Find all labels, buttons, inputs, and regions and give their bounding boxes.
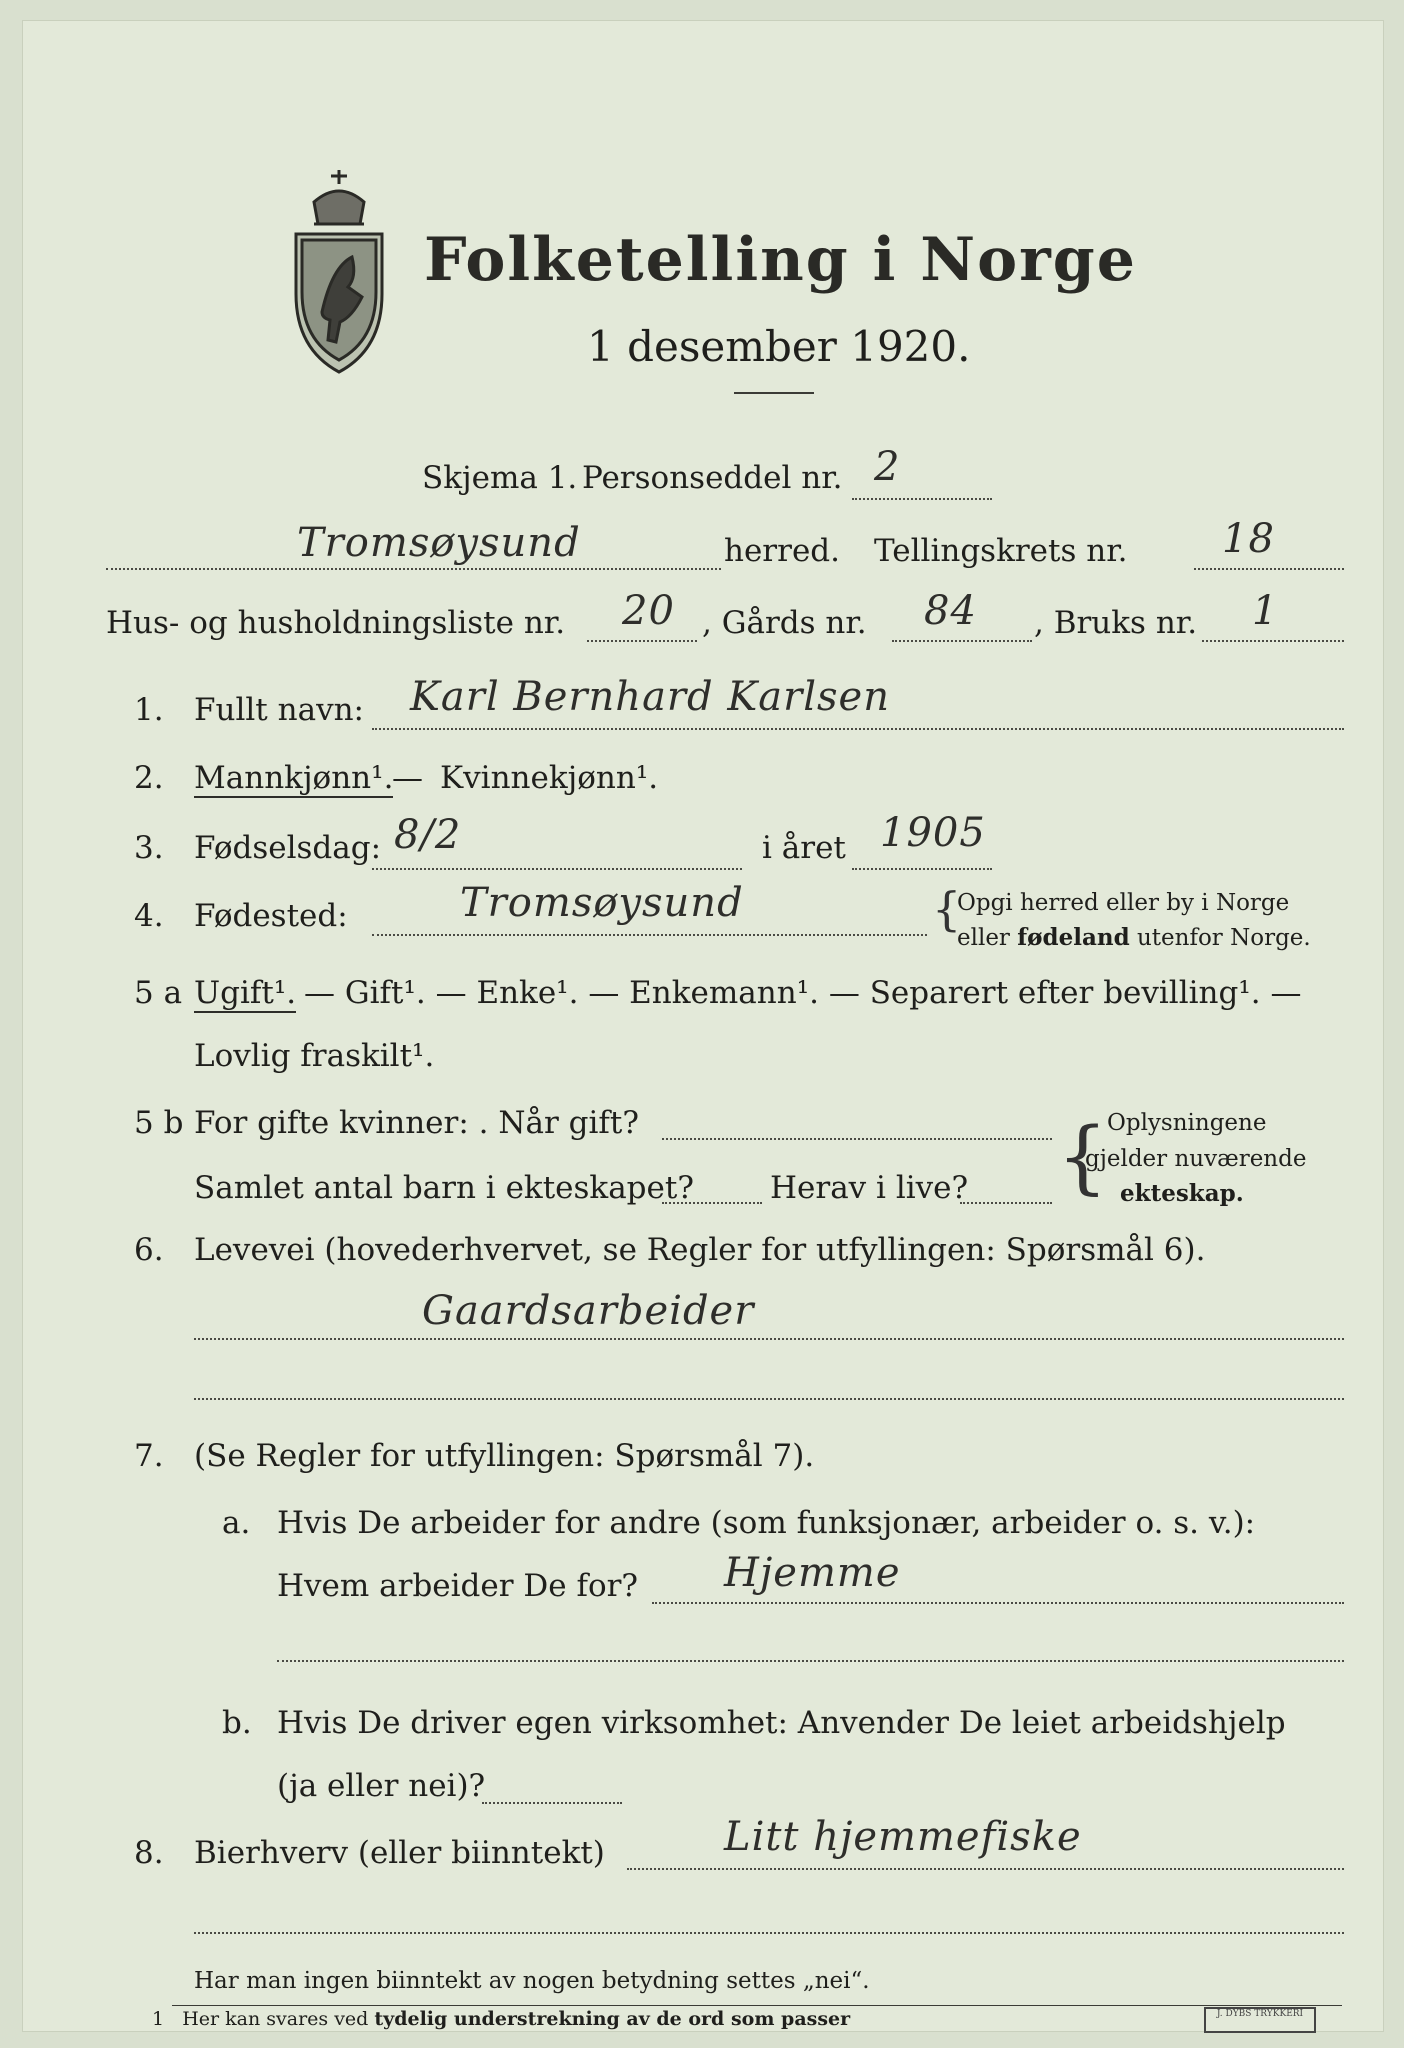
q4-note-line1: Opgi herred eller by i Norge <box>957 890 1290 916</box>
census-form-page <box>22 20 1384 2032</box>
personseddel-label: Personseddel nr. <box>582 460 843 496</box>
q3-year-value: 1905 <box>880 810 986 856</box>
q6-label: Levevei (hovederhvervet, se Regler for utfyllingen: Spørsmål 6). <box>194 1232 1206 1268</box>
q8-label: Bierhverv (eller biinntekt) <box>194 1835 605 1871</box>
q7a-letter: a. <box>222 1505 251 1541</box>
q5a-options: — Gift¹. — Enke¹. — Enkemann¹. — Separert efter bevilling¹. — <box>304 975 1302 1011</box>
footer-note: Har man ingen biinntekt av nogen betydning settes „nei“. <box>194 1968 870 1994</box>
q1-full-name-value: Karl Bernhard Karlsen <box>410 674 890 720</box>
herred-value: Tromsøysund <box>297 520 581 566</box>
q1-number: 1. <box>134 692 164 728</box>
gards-label: , Gårds nr. <box>702 605 867 641</box>
q3-number: 3. <box>134 830 164 866</box>
q5b-children-label: Samlet antal barn i ekteskapet? <box>194 1170 694 1206</box>
tellingskrets-value: 18 <box>1222 516 1275 562</box>
q7b-hired-help-label: (ja eller nei)? <box>277 1768 486 1804</box>
q8-number: 8. <box>134 1835 164 1871</box>
q7a-employer-value: Hjemme <box>724 1550 901 1596</box>
q4-label: Fødested: <box>194 898 348 934</box>
q5b-note-line1: Oplysningene <box>1107 1110 1267 1136</box>
q2-male-option: Mannkjønn¹. <box>194 760 394 796</box>
herred-line <box>106 568 721 570</box>
q6-occupation-value: Gaardsarbeider <box>422 1288 755 1334</box>
q7b-letter: b. <box>222 1705 252 1741</box>
personseddel-value: 2 <box>874 444 901 490</box>
q5b-brace: { <box>1057 1110 1108 1203</box>
q1-label: Fullt navn: <box>194 692 364 728</box>
q5b-label: For gifte kvinner: . Når gift? <box>194 1105 639 1141</box>
q4-note-line2: eller fødeland utenfor Norge. <box>957 924 1311 951</box>
skjema-label: Skjema 1. <box>422 460 578 496</box>
gards-line <box>892 640 1032 642</box>
q6-line2 <box>194 1398 1344 1400</box>
q2-number: 2. <box>134 760 164 796</box>
hus-label: Hus- og husholdningsliste nr. <box>106 605 566 641</box>
title-divider <box>734 392 814 394</box>
personseddel-line <box>852 498 992 500</box>
footnote: 1 Her kan svares ved tydelig understrekning av de ord som passer <box>152 2008 851 2030</box>
q4-birthplace-value: Tromsøysund <box>460 880 744 926</box>
gards-value: 84 <box>924 588 977 634</box>
q8-side-income-value: Litt hjemmefiske <box>724 1814 1082 1860</box>
q5b-number: 5 b <box>134 1105 184 1141</box>
q8-line2 <box>194 1932 1344 1934</box>
q8-line1 <box>627 1868 1344 1870</box>
q2-female-option: Kvinnekjønn¹. <box>440 760 659 796</box>
q4-line <box>372 934 927 936</box>
q3-year-label: i året <box>762 830 846 866</box>
q5b-note-line3: ekteskap. <box>1120 1180 1244 1207</box>
q5b-note-line2: gjelder nuværende <box>1085 1146 1307 1172</box>
q3-year-line <box>852 868 992 870</box>
q3-label: Fødselsdag: <box>194 830 382 866</box>
bruks-label: , Bruks nr. <box>1034 605 1198 641</box>
form-title: Folketelling i Norge <box>424 225 1137 295</box>
tellingskrets-label: Tellingskrets nr. <box>874 533 1128 569</box>
q5b-children-line <box>662 1202 762 1204</box>
bruks-value: 1 <box>1252 588 1279 634</box>
printer-stamp: J. DYBS TRYKKERI <box>1204 2007 1316 2033</box>
coat-of-arms-icon <box>284 162 394 377</box>
hus-line <box>587 640 697 642</box>
q5b-alive-label: Herav i live? <box>770 1170 969 1206</box>
q6-number: 6. <box>134 1232 164 1268</box>
hus-value: 20 <box>622 588 675 634</box>
q7a-line2 <box>277 1660 1344 1662</box>
q7a-line1 <box>652 1602 1344 1604</box>
q7-label: (Se Regler for utfyllingen: Spørsmål 7). <box>194 1438 815 1474</box>
footnote-divider <box>172 2005 1342 2006</box>
q5a-divorced-option: Lovlig fraskilt¹. <box>194 1038 435 1074</box>
q2-separator: — <box>392 760 423 796</box>
q7b-label: Hvis De driver egen virksomhet: Anvender De leiet arbeidshjelp <box>277 1705 1286 1741</box>
q5b-married-line <box>662 1138 1052 1140</box>
q3-birthday-value: 8/2 <box>394 812 462 858</box>
q3-line <box>372 868 742 870</box>
q5b-alive-line <box>960 1202 1052 1204</box>
tellingskrets-line <box>1194 568 1344 570</box>
q7a-label: Hvis De arbeider for andre (som funksjonær, arbeider o. s. v.): <box>277 1505 1256 1541</box>
q1-line <box>372 728 1344 730</box>
q5a-unmarried-option: Ugift¹. <box>194 975 297 1011</box>
herred-label: herred. <box>724 533 840 569</box>
q7-number: 7. <box>134 1438 164 1474</box>
q6-line1 <box>194 1338 1344 1340</box>
q4-number: 4. <box>134 898 164 934</box>
form-date: 1 desember 1920. <box>587 322 971 371</box>
q7a-employer-label: Hvem arbeider De for? <box>277 1568 639 1604</box>
q4-brace: { <box>932 882 962 936</box>
q5a-number: 5 a <box>134 975 183 1011</box>
q7b-line <box>482 1802 622 1804</box>
bruks-line <box>1202 640 1344 642</box>
